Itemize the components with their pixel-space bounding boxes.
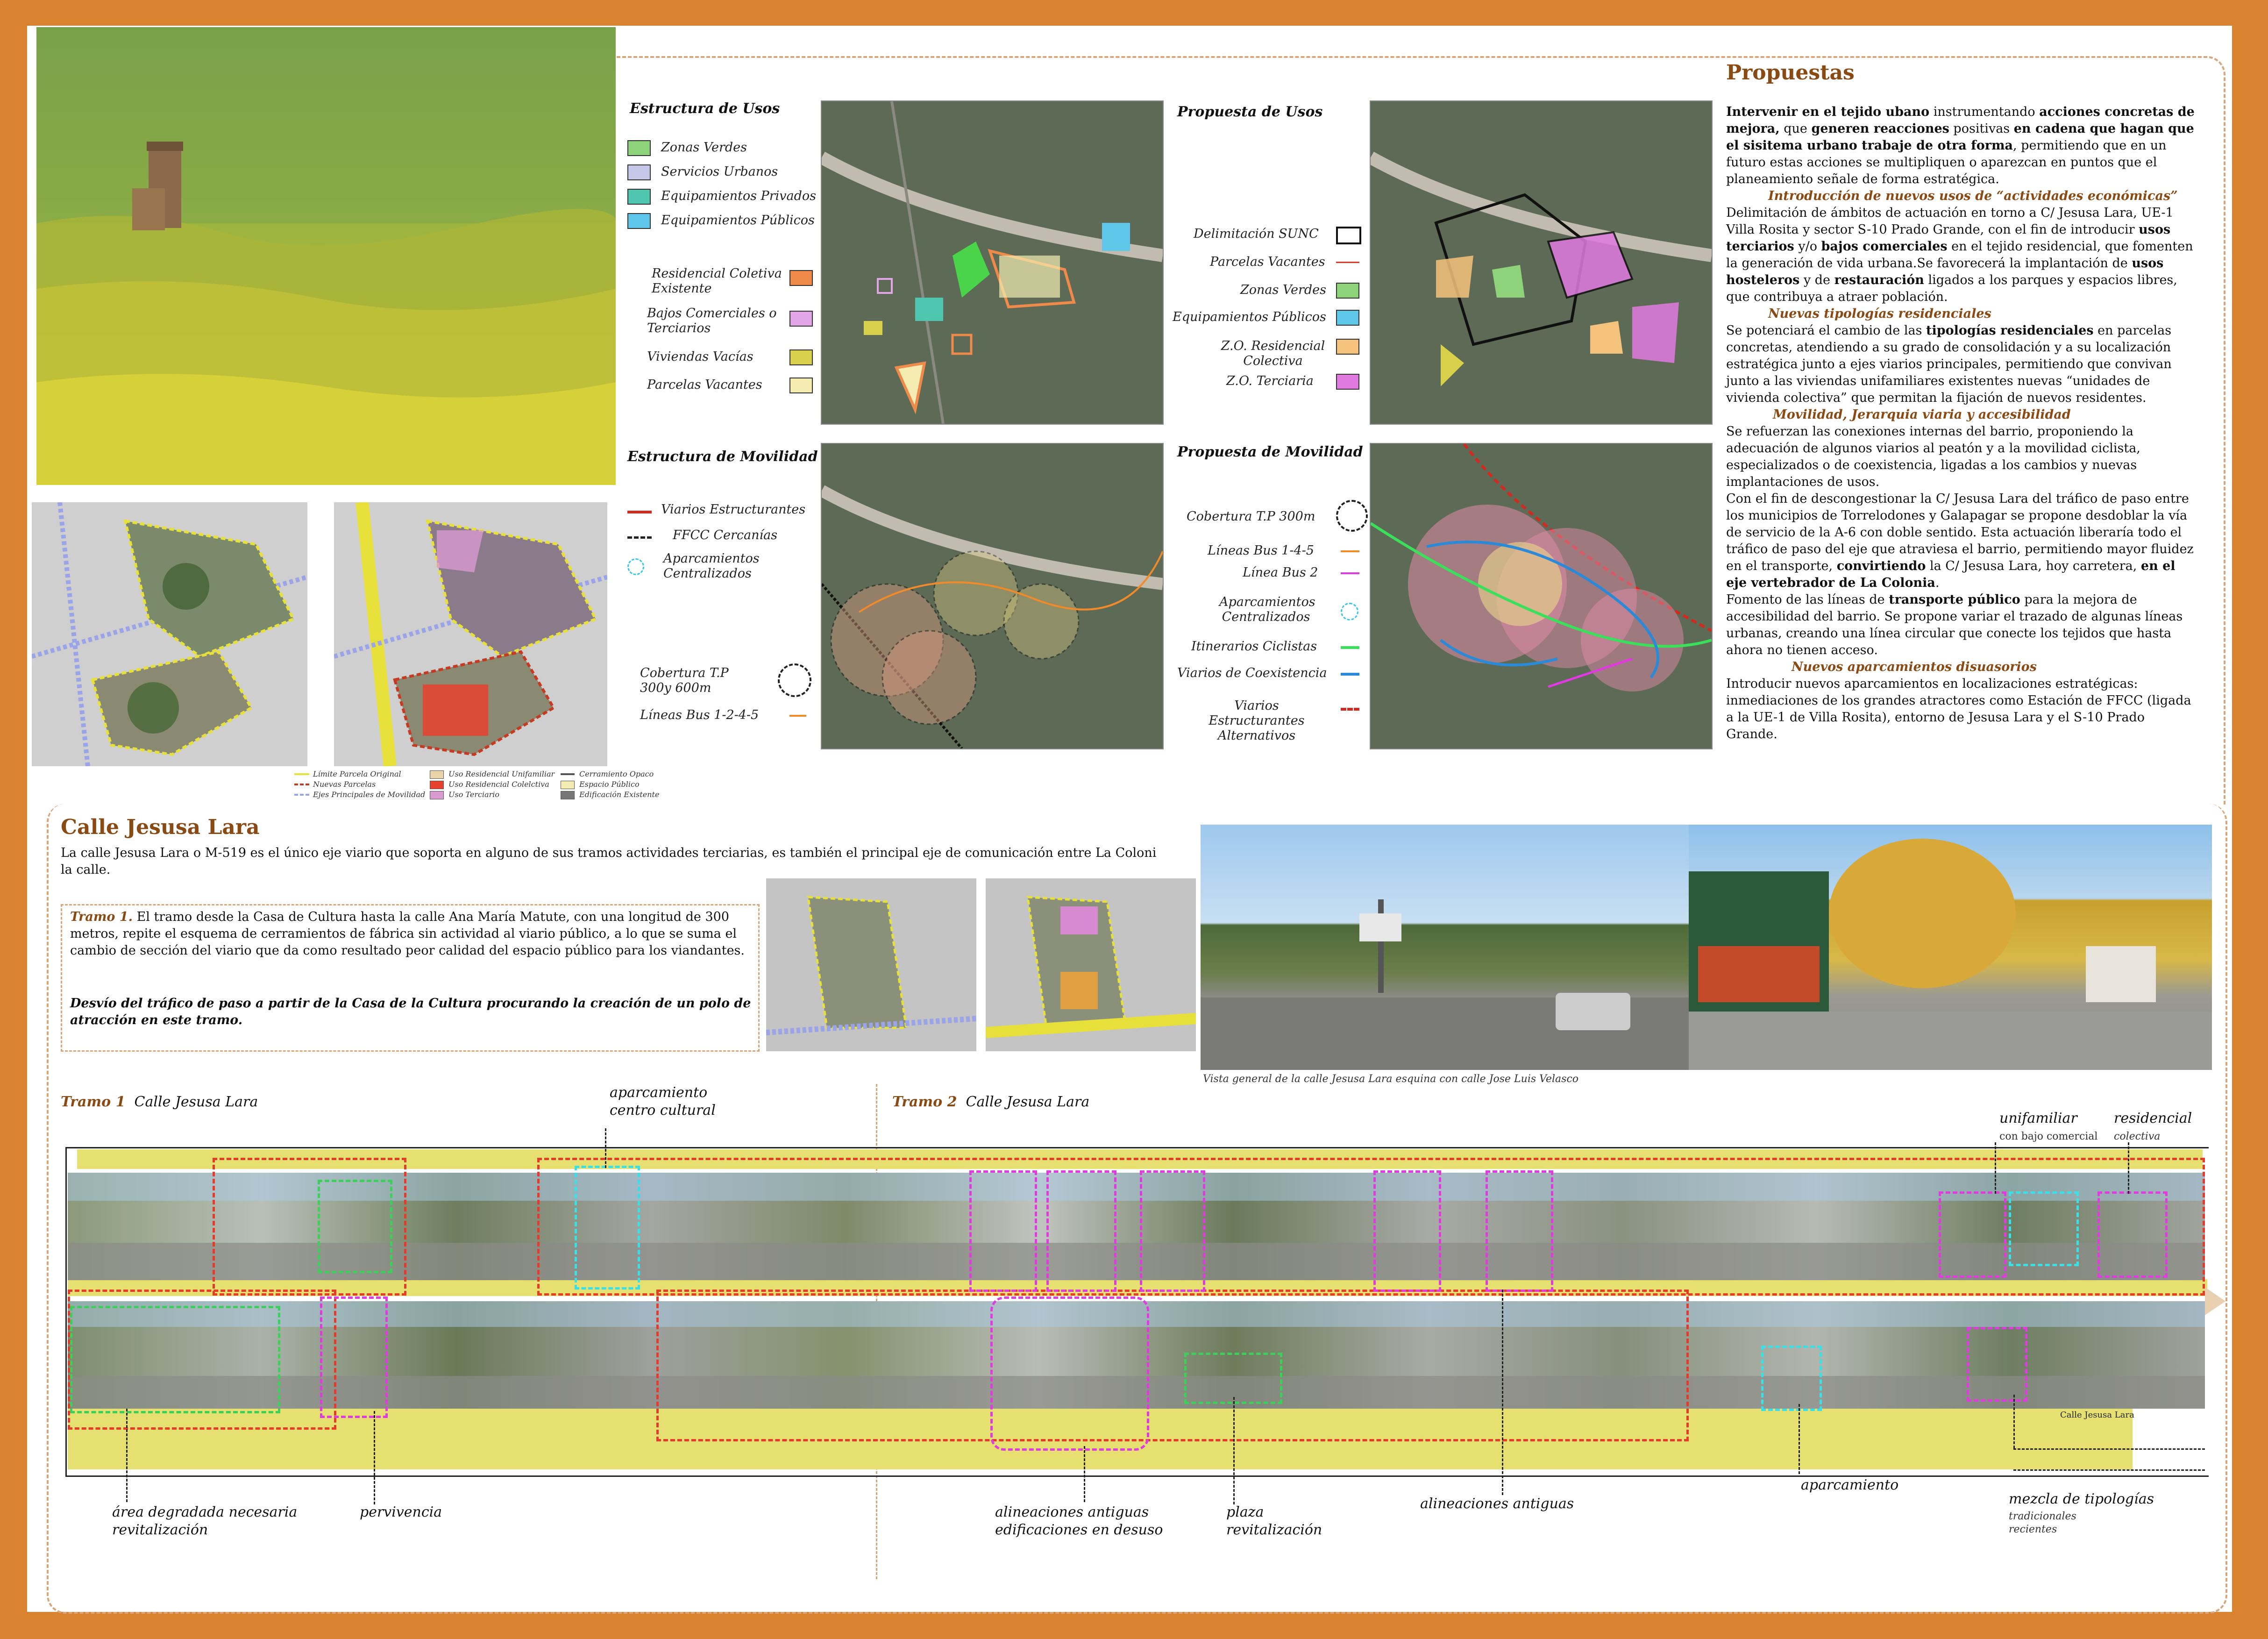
intro-t1: instrumentando [1929, 105, 2040, 119]
swatch-prop-equip [1336, 310, 1359, 326]
jesusa-title: Calle Jesusa Lara [61, 815, 260, 839]
s1-b4: restauración [1834, 273, 1924, 287]
highlight-magenta-6 [1939, 1191, 2006, 1278]
section-actividades-title: Introducción de nuevos usos de “actividades económicas” [1768, 189, 2178, 203]
highlight-green-3 [1184, 1353, 1282, 1404]
swatch-eq-privados [627, 189, 651, 205]
label-aparcamiento: aparcamiento [1801, 1477, 1899, 1493]
usos-item-residencial: Residencial Coletiva Existente [652, 266, 782, 296]
swatch-zonas-verdes [627, 140, 651, 156]
prop-mov-alternativos: Viarios Estructurantes Alternativos [1209, 698, 1305, 743]
leader-pervivencia [374, 1411, 375, 1504]
leader-alineaciones2 [1502, 1290, 1503, 1495]
tramo1-desc: El tramo desde la Casa de Cultura hasta la calle Ana María Matute, con una longitud de 300 metros, repite el esquema de cerramientos de fábrica sin actividad al viario público, a lo que se suma el cambio de sección del viario que da como resultado peor calidad del espacio público para los viandantes. [70, 910, 745, 958]
leader-plaza [1233, 1397, 1235, 1504]
jesusa-desc: La calle Jesusa Lara o M-519 es el único eje viario que soporta en alguno de sus tramos actividades terciarias, es también el principal eje de comunicación entre La Coloni [61, 846, 1157, 860]
highlight-magenta-9 [990, 1297, 1149, 1451]
prop-mov-coexistencia: Viarios de Coexistencia [1177, 666, 1327, 680]
prop-mov-ciclistas: Itinerarios Ciclistas [1191, 639, 1317, 654]
strip-arrow [2205, 1287, 2225, 1315]
s3-t2: Con el fin de descongestionar la C/ Jesusa Lara del tráfico de paso entre los municipios de Torrelodones y Galapagar se propone desdoblar la vía de servicio de la A-6 con doble sentido. Esta actuación liberaría todo el tráfico de paso del eje que atraviesa el barrio, permitiendo mayor fluidez en el transporte, [1726, 492, 2194, 573]
mov-item-viarios: Viarios Estructurantes [661, 502, 806, 517]
strip-tramo2-label [892, 1093, 1089, 1111]
prop-usos-terciaria: Z.O. Terciaria [1226, 374, 1314, 388]
intro-b2: acciones concretas de mejora, [1726, 105, 2195, 136]
strip-end-dash-1 [2013, 1448, 2205, 1450]
s1-t1: Delimitación de ámbitos de actuación en torno a C/ Jesusa Lara, UE-1 Villa Rosita y sector S-10 Prado Grande, con el fin de introducir [1726, 206, 2174, 237]
swatch-coexistencia [1341, 673, 1359, 676]
legend-terciario: Uso Terciario [448, 790, 499, 799]
highlight-magenta-1 [969, 1170, 1037, 1292]
swatch-bajos [789, 311, 813, 327]
usos-item-vacias: Viviendas Vacías [647, 349, 754, 364]
prop-usos-vacantes: Parcelas Vacantes [1210, 255, 1325, 269]
legend-colectiva: Uso Residencial Colelctiva [448, 780, 549, 789]
highlight-magenta-10 [1967, 1327, 2027, 1402]
highlight-magenta-8 [320, 1297, 388, 1418]
s3-t6: para la mejora de accesibilidad del barrio. Se propone variar el trazado de algunas líneas urbanas, creando una línea circular que conecte los tejidos que hasta ahora no tienen acceso. [1726, 592, 2183, 657]
prop-mov-cobertura: Cobertura T.P 300m [1187, 509, 1315, 524]
s3-b1: convirtiendo [1836, 559, 1926, 573]
swatch-bus2 [1341, 572, 1359, 574]
usos-item-eq-privados: Equipamientos Privados [661, 189, 817, 203]
s1-t3: en el tejido residencial, que fomenten la generación de vida urbana.Se favorecerá la implantación de [1726, 239, 2193, 271]
intro-t2: que [1779, 121, 1812, 136]
label-alineaciones-antiguas: alineaciones antiguas [1420, 1496, 1574, 1512]
swatch-sunc [1336, 227, 1361, 244]
swatch-cobertura [778, 663, 811, 697]
swatch-vacantes [789, 378, 813, 393]
intro-b3: generen reacciones [1811, 121, 1949, 136]
swatch-prop-residencial [1336, 339, 1359, 355]
label-residencial: residencial [2114, 1110, 2192, 1126]
usos-item-zonas-verdes: Zonas Verdes [661, 140, 747, 155]
propuestas-body [1726, 104, 2198, 743]
parcel-aerial-existing [32, 502, 307, 766]
swatch-bus [789, 715, 806, 717]
intro-b4: en cadena que hagan que el sisitema urbano trabaje de otra forma [1726, 121, 2194, 153]
s1-b1: usos terciarios [1726, 222, 2171, 254]
highlight-magenta-3 [1140, 1170, 1205, 1292]
strip-end-dash-2 [2013, 1469, 2205, 1471]
section-aparcamientos-title: Nuevos aparcamientos disuasorios [1792, 660, 2037, 674]
mov-item-cobertura: Cobertura T.P 300y 600m [640, 666, 729, 695]
swatch-eq-publicos [627, 213, 651, 229]
tramo1-action: Desvío del tráfico de paso a partir de la Casa de la Cultura procurando la creación de un polo de atracción en este tramo. [70, 996, 751, 1027]
label-plaza: plaza revitalización [1226, 1504, 1322, 1538]
highlight-cyan-2 [2009, 1191, 2079, 1266]
swatch-residencial [789, 270, 813, 286]
prop-mov-bus2: Línea Bus 2 [1243, 565, 1318, 580]
propuesta-movilidad-title: Propuesta de Movilidad [1177, 444, 1363, 460]
street-sign-label: Calle Jesusa Lara [2060, 1410, 2134, 1420]
legend-limite: Límite Parcela Original [313, 770, 401, 778]
s3-t4: . [1935, 576, 1940, 590]
label-pervivencia: pervivencia [360, 1504, 442, 1520]
leader-alineaciones1 [1084, 1446, 1085, 1502]
swatch-bus145 [1341, 550, 1359, 552]
label-aparcamiento-cc: aparcamiento centro cultural [610, 1084, 716, 1119]
swatch-alternativos [1341, 708, 1359, 711]
leader-residencial [2128, 1142, 2129, 1194]
highlight-cyan-1 [575, 1166, 640, 1290]
legend-unifamiliar: Uso Residencial Unifamiliar [448, 770, 555, 778]
highlight-green-2 [70, 1306, 280, 1413]
section-movilidad-title: Movilidad, Jerarquia viaria y accesibilidad [1773, 407, 2071, 422]
strip-street-2: Calle Jesusa Lara [966, 1094, 1090, 1110]
prop-usos-equip: Equipamientos Públicos [1173, 310, 1326, 324]
section-tipologias-title: Nuevas tipologías residenciales [1768, 306, 1991, 321]
label-area-degradada: área degradada necesaria revitalización [112, 1504, 298, 1538]
s1-b3: usos hosteleros [1726, 256, 2164, 287]
prop-usos-verdes: Zonas Verdes [1240, 283, 1326, 297]
street-photo-proposal [1689, 825, 2212, 1070]
intro-b1: Intervenir en el tejido ubano [1726, 105, 1930, 119]
highlight-red-4 [656, 1290, 1689, 1441]
s3-b3: transporte público [1889, 592, 2020, 607]
s3-t1: Se refuerzan las conexiones internas del barrio, proponiendo la adecuación de algunos viarios al peatón y a la movilidad ciclista, especializados o de coexistencia, ligadas a los cambios y nuevas implantaciones de usos. [1726, 424, 2140, 489]
propuesta-usos-title: Propuesta de Usos [1177, 104, 1323, 120]
prop-usos-sunc: Delimitación SUNC [1194, 227, 1319, 241]
label-unifamiliar: unifamiliar [1999, 1110, 2077, 1126]
prop-mov-aparcamientos: Aparcamientos Centralizados [1219, 595, 1315, 624]
highlight-cyan-3 [1761, 1346, 1822, 1411]
s2-t1: Se potenciará el cambio de las [1726, 323, 1927, 338]
usos-item-eq-publicos: Equipamientos Públicos [661, 213, 815, 228]
map-propuesta-usos [1370, 100, 1713, 425]
label-alineaciones-edificaciones: alineaciones antiguas edificaciones en desuso [995, 1504, 1163, 1538]
s3-t5: Fomento de las líneas de [1726, 592, 1889, 607]
intro-t3: positivas [1949, 121, 2014, 136]
strip-tramo1-label [61, 1093, 258, 1111]
s4-t1: Introducir nuevos aparcamientos en localizaciones estratégicas: inmediaciones de los grandes atractores como Estación de FFCC (ligada a la UE-1 de Villa Rosita), entorno de Jesusa Lara y el S-10 Prado Grande. [1726, 677, 2191, 741]
intro-t4: , permitiendo que en un futuro estas acciones se multipliquen o aparezcan en puntos que el planeamiento señale de forma estratégica. [1726, 138, 2167, 186]
mov-item-ffcc: FFCC Cercanías [673, 528, 778, 542]
s1-t2: y/o [1794, 239, 1821, 254]
mov-item-bus: Líneas Bus 1-2-4-5 [640, 708, 759, 722]
swatch-vacias [789, 349, 813, 365]
strip-tramo1: Tramo 1 [61, 1094, 126, 1110]
legend-espacio: Espacio Público [579, 780, 640, 789]
s2-t2: en parcelas concretas, atendiendo a su grado de consolidación y a su localización estratégica junto a ejes viarios principales, permitiendo que convivan junto a las viviendas unifamiliares existentes nuevas “unidades de vivienda colectiva” que permitan la fijación de nuevos residentes. [1726, 323, 2172, 405]
highlight-magenta-7 [2097, 1191, 2168, 1278]
mov-item-aparcamientos: Aparcamientos Centralizados [663, 551, 760, 581]
swatch-servicios [627, 164, 651, 180]
usos-item-servicios: Servicios Urbanos [661, 164, 778, 179]
tramo-aerial-existing [766, 878, 976, 1051]
parcel-legend [290, 769, 691, 806]
swatch-ciclistas [1341, 646, 1359, 649]
s3-t3: la C/ Jesusa Lara, hoy carretera, [1926, 559, 2141, 573]
leader-aparcamiento [1799, 1404, 1800, 1474]
strip-street-1: Calle Jesusa Lara [134, 1094, 258, 1110]
map-estructura-movilidad [821, 443, 1164, 749]
legend-cerramiento: Cerramiento Opaco [579, 770, 654, 778]
swatch-viarios [627, 511, 652, 513]
usos-item-bajos: Bajos Comerciales o Terciarios [647, 306, 777, 335]
s2-b1: tipologías residenciales [1926, 323, 2094, 338]
jesusa-desc-2: la calle. [61, 862, 111, 877]
swatch-ffcc [627, 536, 652, 539]
usos-title: Estructura de Usos [630, 100, 780, 117]
prop-mov-bus145: Líneas Bus 1-4-5 [1208, 543, 1314, 558]
highlight-magenta-5 [1486, 1170, 1553, 1292]
s3-b2: en el eje vertebrador de La Colonia [1726, 559, 2176, 590]
tramo-aerial-proposal [986, 878, 1196, 1051]
prop-usos-residencial: Z.O. Residencial Colectiva [1221, 339, 1325, 368]
label-mezcla-tipologias: mezcla de tipologías [2009, 1491, 2154, 1507]
swatch-prop-cobertura [1336, 500, 1368, 532]
legend-ejes: Ejes Principales de Movilidad [313, 790, 426, 799]
leader-unifamiliar [1995, 1142, 1996, 1194]
parcel-aerial-proposal [334, 502, 607, 766]
label-residencial-sub: colectiva [2114, 1131, 2161, 1142]
swatch-aparcamientos [627, 558, 644, 575]
swatch-prop-aparc [1341, 603, 1358, 620]
s1-t4: y de [1799, 273, 1834, 287]
usos-item-vacantes: Parcelas Vacantes [647, 378, 762, 392]
swatch-vacantes-line [1336, 262, 1359, 263]
map-estructura-usos [821, 100, 1164, 425]
map-propuesta-movilidad [1370, 443, 1713, 749]
label-unifamiliar-sub: con bajo comercial [1999, 1131, 2098, 1142]
propuestas-title: Propuestas [1726, 61, 1855, 85]
leader-mezcla [2013, 1395, 2015, 1448]
street-photo-existing [1201, 825, 1689, 1070]
tramo1-label: Tramo 1. [70, 910, 133, 924]
highlight-magenta-4 [1373, 1170, 1441, 1292]
movilidad-title: Estructura de Movilidad [627, 449, 818, 465]
strip-tramo2: Tramo 2 [892, 1094, 957, 1110]
s1-t5: ligados a los parques y espacios libres, que contribuya a atraer población. [1726, 273, 2177, 304]
s1-b2: bajos comerciales [1821, 239, 1948, 254]
leader-area [126, 1409, 128, 1502]
legend-edificacion: Edificación Existente [579, 790, 660, 799]
leader-aparc-cc [605, 1128, 606, 1168]
legend-nuevas: Nuevas Parcelas [313, 780, 376, 789]
highlight-green-1 [318, 1180, 392, 1273]
swatch-prop-verdes [1336, 283, 1359, 299]
tramo1-text [70, 909, 752, 959]
highlight-magenta-2 [1046, 1170, 1116, 1292]
label-mezcla-sub: tradicionales recientes [2009, 1511, 2076, 1535]
street-photo-caption: Vista general de la calle Jesusa Lara esquina con calle Jose Luis Velasco [1203, 1073, 1579, 1085]
swatch-prop-terciaria [1336, 374, 1359, 390]
castle-landscape-image [36, 27, 616, 485]
